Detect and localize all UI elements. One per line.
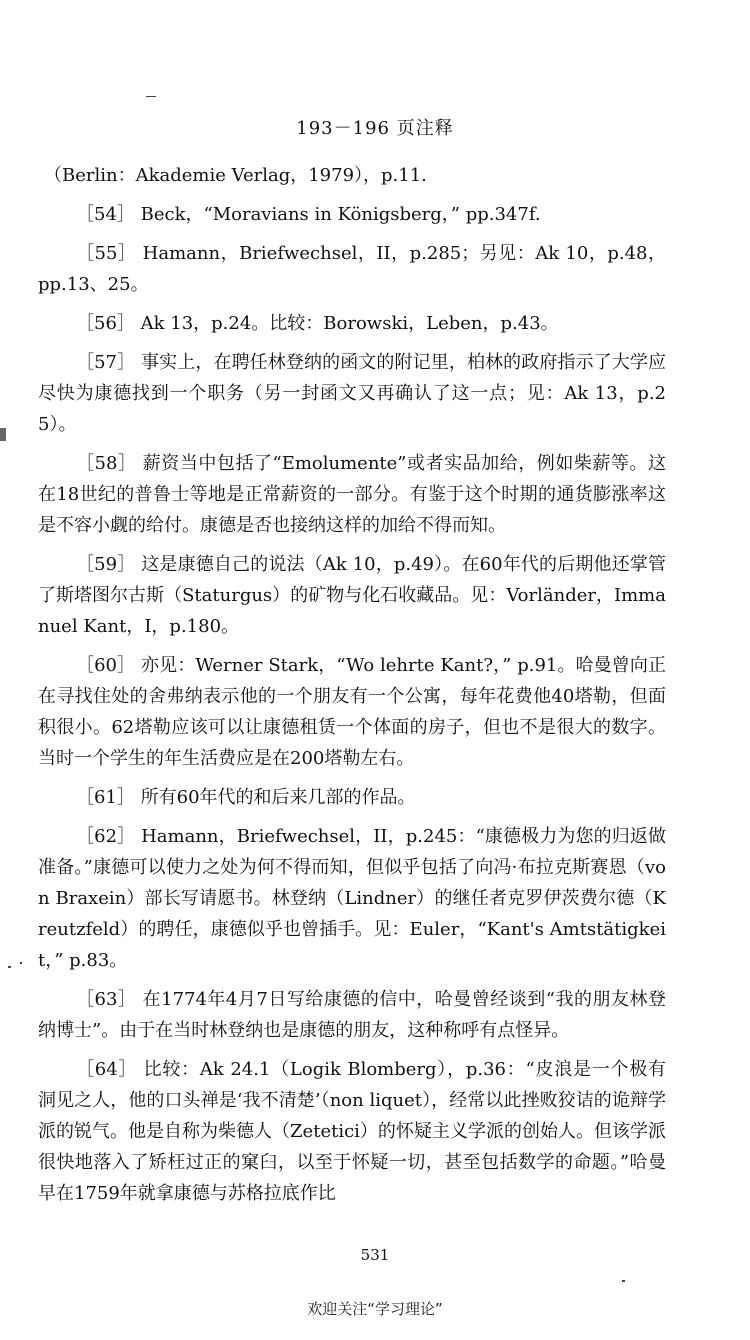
note-61: ［61］ 所有60年代的和后来几部的作品。 — [76, 787, 416, 808]
note-58: ［58］ 薪资当中包括了“Emolumente”或者实品加给，例如柴薪等。这在18世纪的普鲁士等地是正常薪资的一部分。有鉴于这个时期的通货膨涨率这是不容小觑的给付。康德是否也接纳这样的加给不得而知。 — [38, 453, 666, 536]
scan-speck — [0, 428, 6, 441]
page-number: 531 — [360, 1246, 390, 1264]
note-64: ［64］ 比较：Ak 24.1（Logik Blomberg），p.36：“皮浪是一个极有洞见之人，他的口头禅是‘我不清楚’（non liquet），经常以此挫败狡诘的诡辩学派的锐气。他是自称为柴德人（Zetetici）的怀疑主义学派的创始人。但该学派很快地落入了矫枉过正的窠臼，以至于怀疑一切，甚至包括数学的命题。”哈曼早在1759年就拿康德与苏格拉底作比 — [38, 1059, 666, 1204]
notes-body — [38, 160, 666, 1217]
note-56: ［56］ Ak 13，p.24。比较：Borowski，Leben，p.43。 — [76, 313, 559, 334]
scan-speck — [622, 1280, 625, 1282]
scan-speck — [20, 962, 22, 964]
running-header: 193－196 页注释 — [296, 118, 454, 139]
note-55: ［55］ Hamann，Briefwechsel，II，p.285；另见：Ak 10，p.48，pp.13、25。 — [38, 243, 666, 295]
note-59: ［59］ 这是康德自己的说法（Ak 10，p.49）。在60年代的后期他还掌管了斯塔图尔古斯（Staturgus）的矿物与化石收藏品。见：Vorländer，Immanuel Kant，I，p.180。 — [38, 554, 666, 637]
footer-watermark-text: 欢迎关注“学习理论” — [307, 1300, 443, 1318]
scan-speck — [8, 966, 11, 968]
note-57: ［57］ 事实上，在聘任林登纳的函文的附记里，柏林的政府指示了大学应尽快为康德找到一个职务（另一封函文又再确认了这一点；见：Ak 13，p.25）。 — [38, 352, 666, 435]
note-62: ［62］ Hamann，Briefwechsel，II，p.245：“康德极力为您的归返做准备。”康德可以使力之处为何不得而知，但似乎包括了向冯·布拉克斯赛恩（von Braxein）部长写请愿书。林登纳（Lindner）的继任者克罗伊茨费尔德（Kreutzfeld）的聘任，康德似乎也曾插手。见：Euler，“Kant's Amtstätigkeit，” p.83。 — [38, 826, 666, 971]
note-63: ［63］ 在1774年4月7日写给康德的信中，哈曼曾经谈到“我的朋友林登纳博士”。由于在当时林登纳也是康德的朋友，这种称呼有点怪异。 — [38, 989, 666, 1041]
note-54: ［54］ Beck，“Moravians in Königsberg，” pp.347f. — [76, 204, 541, 225]
note-60: ［60］ 亦见：Werner Stark，“Wo lehrte Kant?，” p.91。哈曼曾向正在寻找住处的舍弗纳表示他的一个朋友有一个公寓，每年花费他40塔勒，但面积很小。62塔勒应该可以让康德租赁一个体面的房子，但也不是很大的数字。当时一个学生的年生活费应是在200塔勒左右。 — [38, 655, 666, 769]
note-continuation: （Berlin：Akademie Verlag，1979），p.11. — [44, 165, 427, 186]
scan-speck — [146, 96, 156, 97]
